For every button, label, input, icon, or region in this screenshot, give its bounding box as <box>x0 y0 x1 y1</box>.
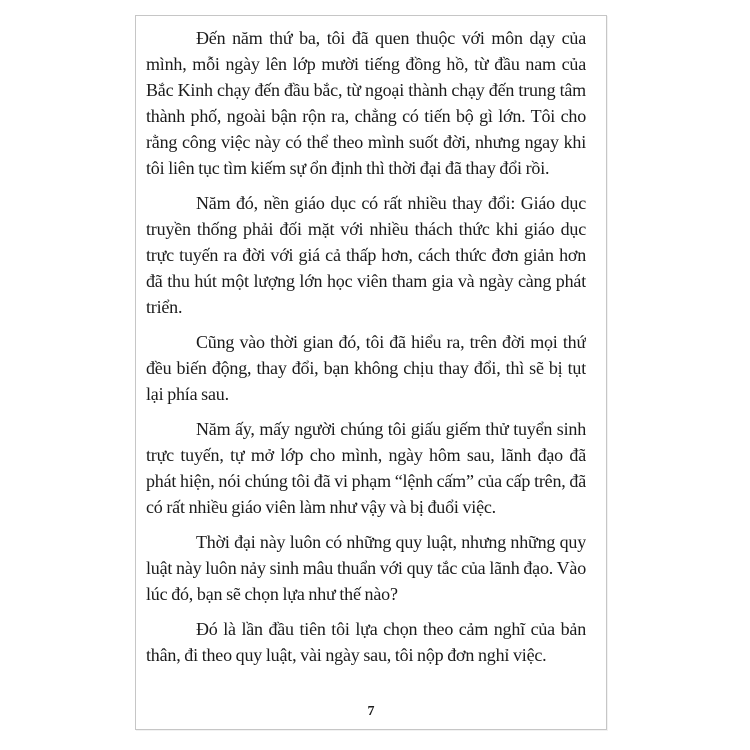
paragraph-6: Đó là lần đầu tiên tôi lựa chọn theo cảm nghĩ của bản thân, đi theo quy luật, vài ngày sau, tôi nộp đơn nghỉ việc. <box>146 619 586 665</box>
paragraph-5: Thời đại này luôn có những quy luật, nhưng những quy luật này luôn nảy sinh mâu thuẩn với quy tắc của lãnh đạo. Vào lúc đó, bạn sẽ chọn lựa như thế nào? <box>146 532 586 604</box>
paragraph-1: Đến năm thứ ba, tôi đã quen thuộc với môn dạy của mình, mỗi ngày lên lớp mười tiếng đồng hồ, từ đầu nam của Bắc Kinh chạy đến đầu bắc, từ ngoại thành chạy đến trung tâm thành phố, ngoài bận rộn ra, chẳng có tiến bộ gì lớn. Tôi cho rằng công việc này có thể theo mình suốt đời, nhưng ngay khi tôi liên tục tìm kiếm sự ổn định thì thời đại đã thay đổi rồi. <box>146 28 586 178</box>
paragraph-2: Năm đó, nền giáo dục có rất nhiều thay đổi: Giáo dục truyền thống phải đối mặt với nhiều thách thức khi giáo dục trực tuyến ra đời với giá cả thấp hơn, cách thức đơn giản hơn đã thu hút một lượng lớn học viên tham gia và ngày càng phát triển. <box>146 193 586 317</box>
page-number: 7 <box>367 704 375 719</box>
paragraph-4: Năm ấy, mấy người chúng tôi giấu giếm thử tuyển sinh trực tuyến, tự mở lớp cho mình, ngày hôm sau, lãnh đạo đã phát hiện, nói chúng tôi đã vi phạm “lệnh cấm” của cấp trên, đã có rất nhiều giáo viên làm như vậy và bị đuổi việc. <box>146 419 586 517</box>
page-text-block <box>146 25 586 695</box>
book-page <box>135 15 607 730</box>
paragraph-3: Cũng vào thời gian đó, tôi đã hiểu ra, trên đời mọi thứ đều biến động, thay đổi, bạn không chịu thay đổi, thì sẽ bị tụt lại phía sau. <box>146 332 586 404</box>
